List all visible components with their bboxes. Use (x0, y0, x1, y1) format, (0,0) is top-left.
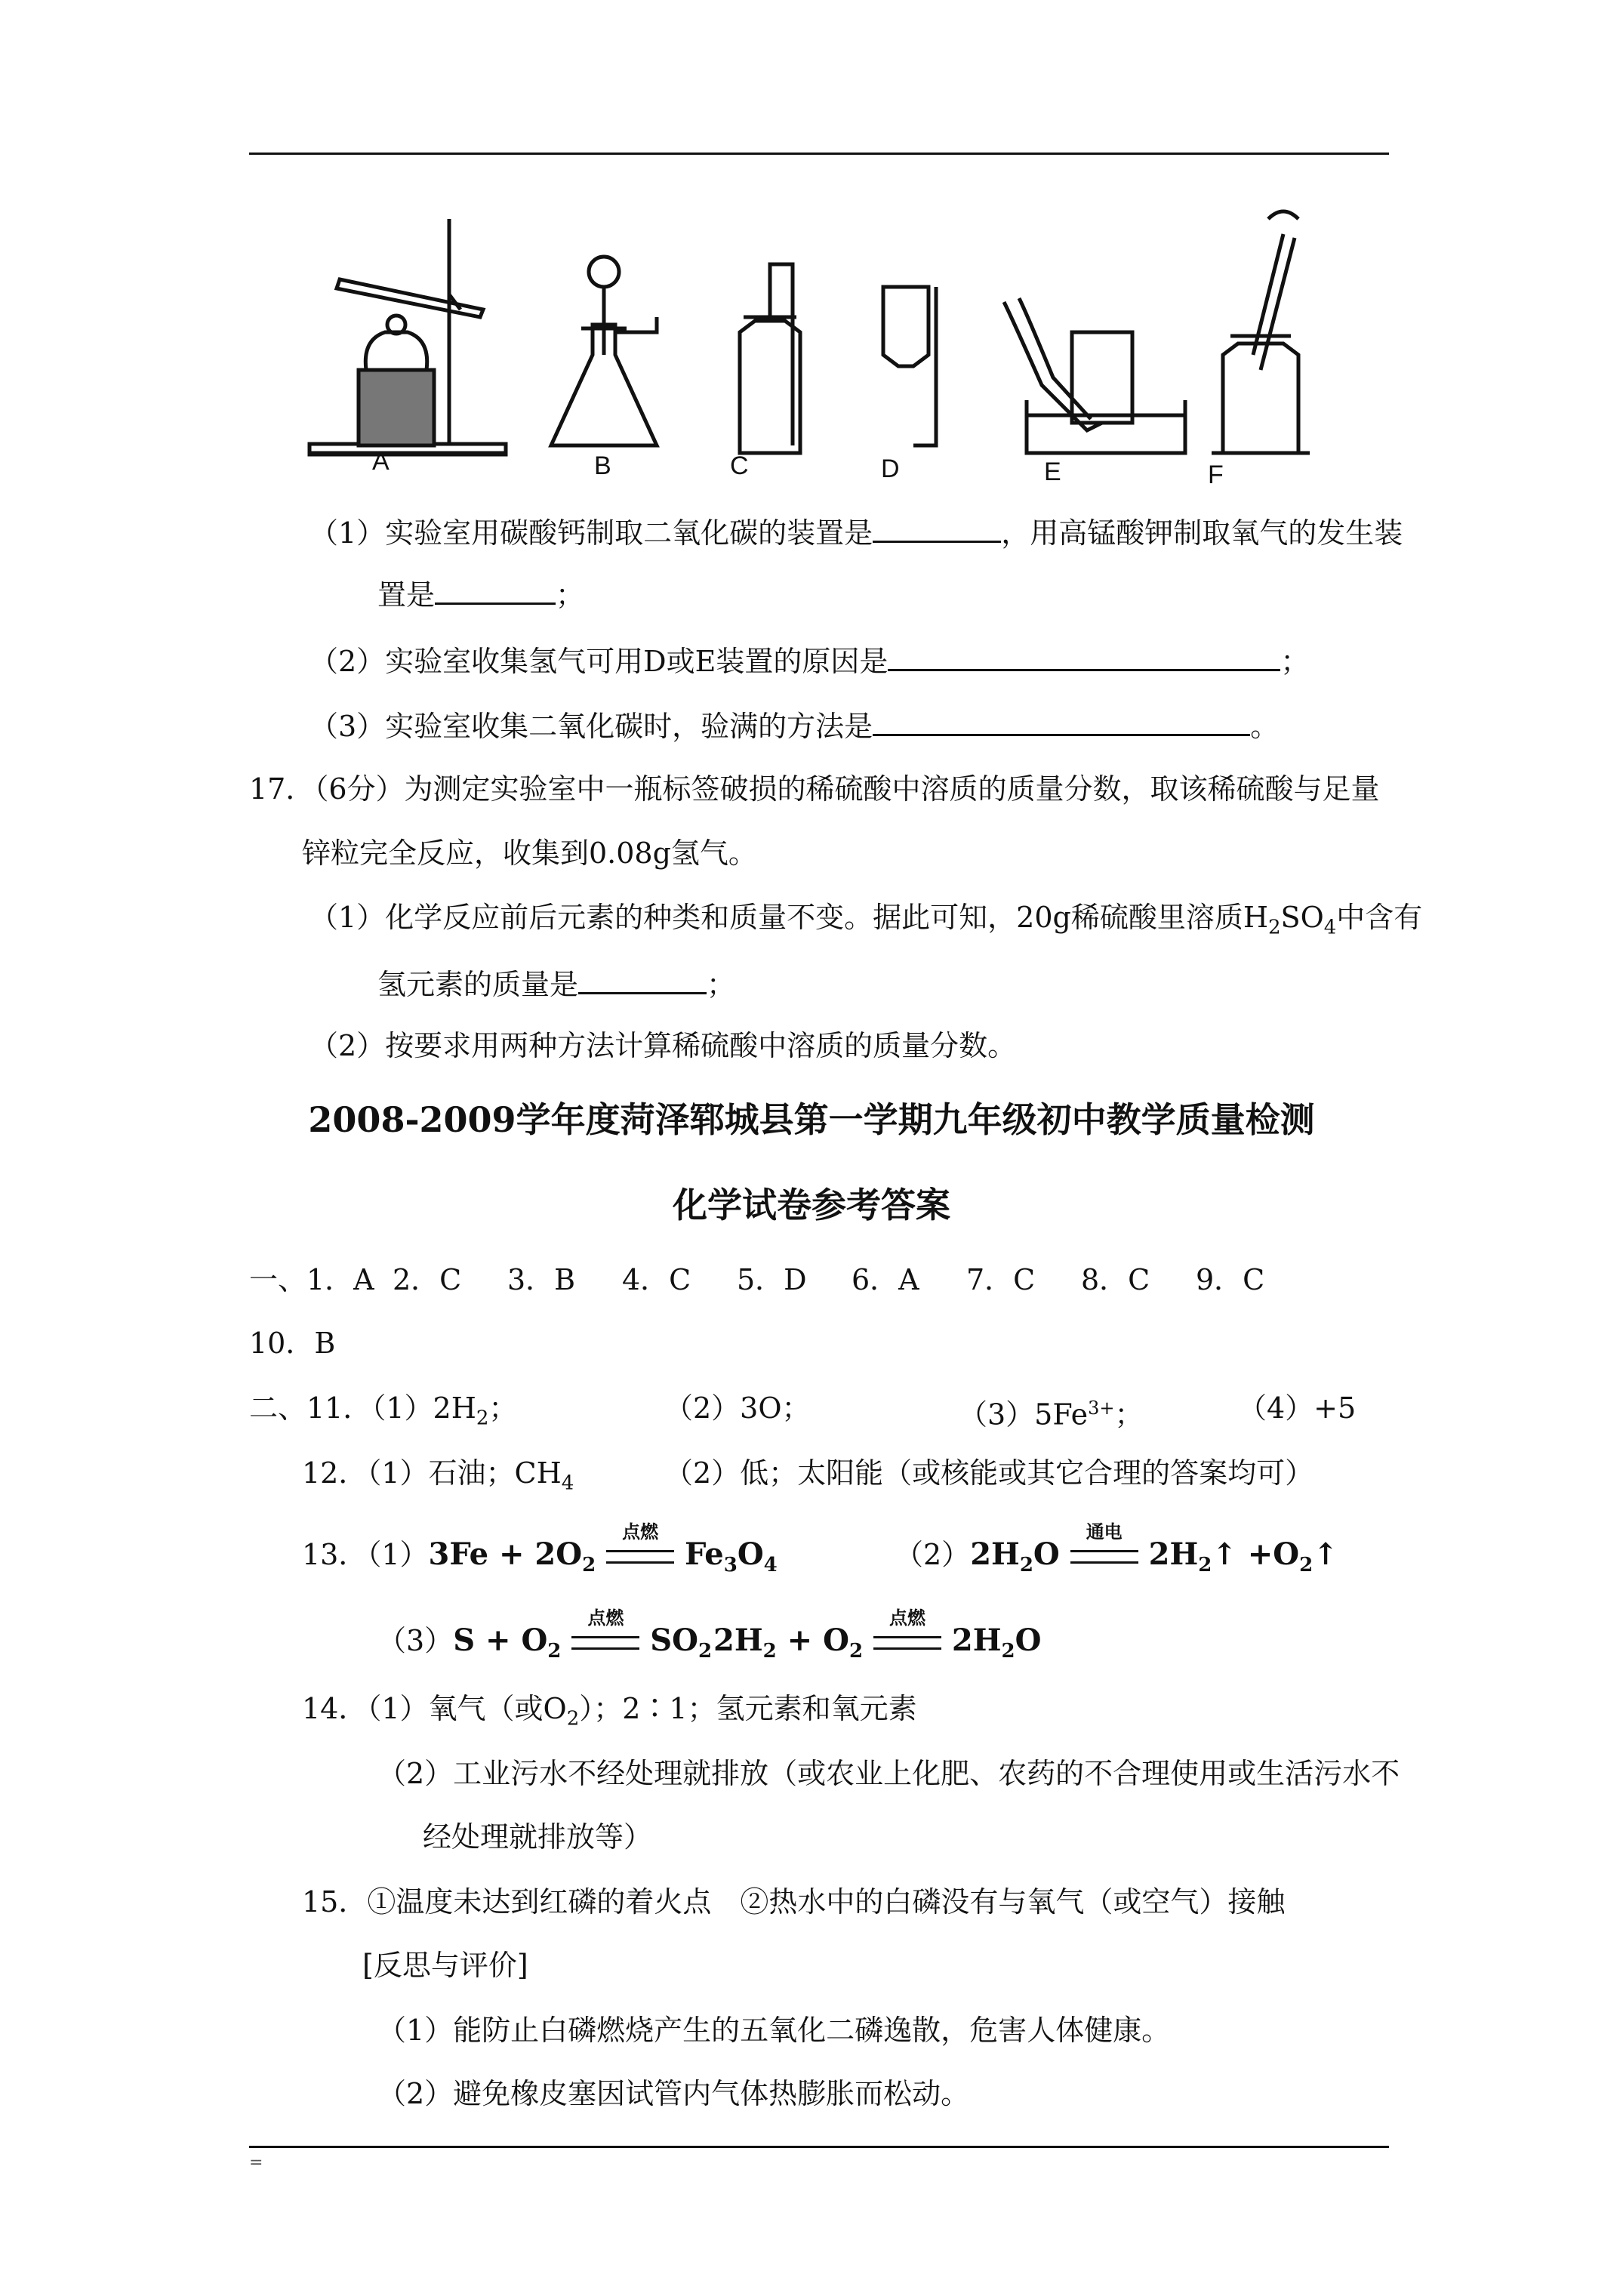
q13-eq-3: $(3)S + O_2$ 点燃 $SO_2$ (377, 1607, 713, 1663)
q17-part1-cont: 氢元素的质量是 ； (377, 965, 735, 1002)
answers-title: 2008-2009学年度菏泽郓城县第一学期九年级初中教学质量检测 (308, 1099, 1315, 1140)
q16-part2: （2）实验室收集氢气可用D或E装置的原因是 ； (310, 642, 1309, 679)
q11-answer-4: （4）+5 (1238, 1391, 1357, 1425)
apparatus-a-icon (310, 219, 506, 455)
answers-subtitle: 化学试卷参考答案 (673, 1185, 950, 1225)
q17-blank-1[interactable] (578, 965, 707, 994)
figure-label-d: D (881, 455, 900, 483)
figure-label-b: B (594, 451, 611, 480)
apparatus-f-icon (1212, 211, 1310, 453)
apparatus-c-icon (740, 264, 800, 453)
q17-head2: 锌粒完全反应，收集到0.08g氢气。 (302, 837, 757, 870)
sec1-answers: 一、1．A 2．C 3．B 4．C 5．D 6．A 7．C 8．C 9．C (249, 1263, 1265, 1296)
q13-eq-2: $(2)2H_2O$ 通电 $2H_2↑$ $+O_2↑$ (895, 1521, 1338, 1576)
apparatus-b-icon (551, 257, 657, 445)
q14-answer-2: （2）工业污水不经处理就排放（或农业上化肥、农药的不合理使用或生活污水不 (377, 1757, 1400, 1790)
q16-blank-1[interactable] (873, 513, 1001, 543)
q16-part1-cont: 置是 ； (377, 575, 584, 612)
q17-part1: （1）化学反应前后元素的种类和质量不变。据此可知，20g稀硫酸里溶质$H_2SO_4$中含有 (310, 901, 1423, 939)
apparatus-d-icon (883, 287, 936, 445)
figure-label-c: C (730, 451, 749, 480)
q15-reflection-heading: [反思与评价] (362, 1949, 528, 1982)
q15-reflection-1: （1）能防止白磷燃烧产生的五氧化二磷逸散，危害人体健康。 (377, 2014, 1171, 2047)
q15-answer: 15．①温度未达到红磷的着火点 ②热水中的白磷没有与氧气（或空气）接触 (302, 1885, 1286, 1918)
equation-hydrogen-oxygen: $2H_2 + O_2$ 点燃 $2H_2O$ (713, 1607, 1042, 1663)
figure-label-e: E (1044, 458, 1061, 486)
footer-mark: = (249, 2153, 263, 2172)
apparatus-e-icon (1004, 298, 1185, 453)
q12-answer-1: 12．（1）石油；$CH_4$ (302, 1456, 574, 1495)
q13-eq-1: 13．$(1)3Fe + 2O_2$ 点燃 $Fe_3O_4$ (302, 1521, 778, 1576)
apparatus-figure (302, 204, 1321, 521)
q17-part2: （2）按要求用两种方法计算稀硫酸中溶质的质量分数。 (310, 1029, 1017, 1062)
q12-answer-2: （2）低；太阳能（或核能或其它合理的答案均可） (664, 1456, 1314, 1490)
equation-iron-oxygen: $3Fe + 2O_2$ 点燃 $Fe_3O_4$ (428, 1521, 778, 1576)
footer-rule (249, 2146, 1389, 2148)
q17-head: 17．（6分）为测定实验室中一瓶标签破损的稀硫酸中溶质的质量分数，取该稀硫酸与足量 (249, 772, 1380, 806)
q11-answer-2: （2）3O； (664, 1391, 811, 1425)
q15-reflection-2: （2）避免橡皮塞因试管内气体热膨胀而松动。 (377, 2077, 970, 2110)
equation-water-electrolysis: $2H_2O$ 通电 $2H_2↑$ $+O_2↑$ (970, 1521, 1338, 1576)
q13-eq-4 (713, 1607, 1042, 1669)
q14-answer-1: 14．（1）氧气（或$O_2$）；2∶1；氢元素和氧元素 (302, 1692, 917, 1730)
q14-answer-2-cont: 经处理就排放等） (423, 1820, 653, 1854)
q16-blank-3[interactable] (888, 642, 1280, 671)
figure-label-a: A (372, 447, 390, 476)
sec1-answer-10: 10．B (249, 1327, 336, 1360)
q16-blank-4[interactable] (873, 707, 1250, 736)
q16-part3: （3）实验室收集二氧化碳时，验满的方法是 。 (310, 707, 1279, 744)
q16-part1: （1）实验室用碳酸钙制取二氧化碳的装置是 ，用高锰酸钾制取氧气的发生装 (310, 513, 1403, 550)
equation-sulfur-oxygen: $S + O_2$ 点燃 $SO_2$ (453, 1607, 713, 1663)
header-rule (249, 153, 1389, 155)
q11-answer-3: $(3)5Fe^{3+}$； (959, 1398, 1144, 1432)
q16-blank-2[interactable] (435, 575, 556, 605)
q11-answers: 二、11．$(1)2H_2$； (249, 1391, 518, 1430)
figure-label-f: F (1208, 461, 1224, 489)
